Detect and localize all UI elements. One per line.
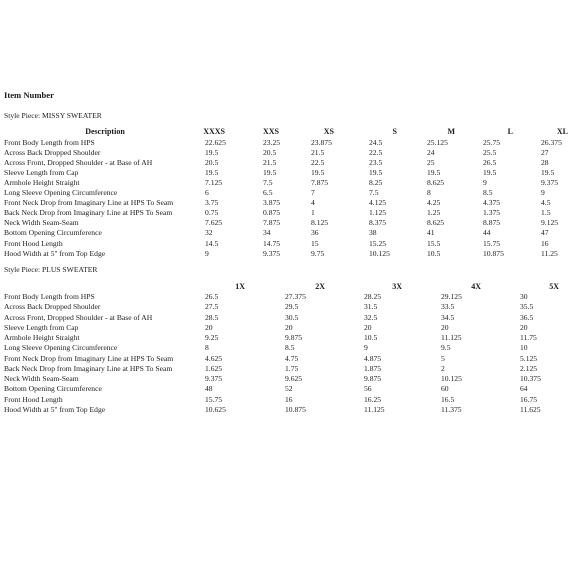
- table-cell: 7.875: [311, 178, 329, 188]
- table-cell: 36.5: [520, 312, 534, 322]
- table-cell: 8.125: [311, 218, 329, 228]
- size-header-xxxs: XXXS: [203, 127, 225, 136]
- size-header-l: L: [507, 127, 513, 136]
- size-header-s: S: [392, 127, 397, 136]
- table-cell: 10.875: [483, 248, 504, 258]
- table-cell: 11.125: [364, 404, 385, 414]
- table-cell: 16: [541, 238, 549, 248]
- table-cell: 20: [364, 322, 372, 332]
- row-label: Front Neck Drop from Imaginary Line at HPS To Seam: [4, 353, 174, 363]
- table-cell: 32.5: [364, 312, 378, 322]
- table-cell: 7: [311, 188, 315, 198]
- table-cell: 6.5: [263, 188, 273, 198]
- table-cell: 9: [483, 178, 487, 188]
- row-label: Across Front, Dropped Shoulder - at Base of AH: [4, 158, 153, 168]
- table-cell: 29.125: [441, 292, 462, 301]
- table-cell: 19.5: [205, 148, 219, 158]
- row-label: Bottom Opening Circumference: [4, 228, 102, 238]
- table-cell: 20: [441, 322, 449, 332]
- table-cell: 20: [285, 322, 293, 332]
- table-cell: 2.125: [520, 363, 538, 373]
- table-cell: 31.5: [364, 302, 378, 312]
- table-cell: 15: [311, 238, 319, 248]
- table-cell: 33.5: [441, 302, 455, 312]
- table-cell: 10.125: [369, 248, 390, 258]
- table-cell: 34: [263, 228, 271, 238]
- style-piece-label: Style Piece: MISSY SWEATER: [4, 111, 102, 120]
- table-cell: 19.5: [369, 168, 383, 178]
- table-cell: 1.875: [364, 363, 382, 373]
- table-cell: 11.375: [441, 404, 462, 414]
- table-cell: 9.25: [205, 333, 219, 342]
- size-header-m: M: [447, 127, 455, 136]
- table-cell: 8.875: [483, 218, 501, 228]
- table-cell: 8.625: [427, 218, 445, 228]
- table-cell: 27.375: [285, 292, 306, 301]
- table-cell: 23.5: [369, 158, 383, 168]
- table-cell: 23.25: [263, 138, 281, 147]
- table-cell: 19.5: [427, 168, 441, 178]
- table-cell: 28.5: [205, 312, 219, 322]
- table-cell: 1.125: [369, 208, 387, 218]
- table-cell: 25.75: [483, 138, 501, 147]
- table-cell: 3.75: [205, 198, 219, 208]
- row-label: Long Sleeve Opening Circumference: [4, 343, 118, 353]
- size-header-5x: 5X: [549, 282, 559, 291]
- row-label: Sleeve Length from Cap: [4, 322, 79, 332]
- table-cell: 29.5: [285, 302, 299, 312]
- row-label: Neck Width Seam-Seam: [4, 374, 79, 383]
- table-cell: 16.75: [520, 394, 538, 404]
- table-cell: 11.625: [520, 404, 541, 414]
- table-cell: 26.5: [483, 158, 497, 168]
- table-cell: 1: [311, 208, 315, 218]
- table-cell: 1.375: [483, 208, 501, 218]
- table-cell: 10.375: [520, 374, 541, 383]
- table-cell: 52: [285, 384, 293, 394]
- table-cell: 44: [483, 228, 491, 238]
- table-cell: 4.625: [205, 353, 223, 363]
- description-header: Description: [85, 127, 125, 136]
- table-cell: 4: [311, 198, 315, 208]
- table-cell: 22.625: [205, 138, 226, 147]
- table-cell: 20: [205, 322, 213, 332]
- table-cell: 4.875: [364, 353, 382, 363]
- row-label: Long Sleeve Opening Circumference: [4, 188, 118, 198]
- table-cell: 28: [541, 158, 549, 168]
- table-cell: 9: [541, 188, 545, 198]
- row-label: Front Hood Length: [4, 238, 63, 248]
- table-cell: 1.625: [205, 363, 223, 373]
- table-cell: 7.5: [369, 188, 379, 198]
- row-label: Back Neck Drop from Imaginary Line at HPS To Seam: [4, 363, 173, 373]
- table-cell: 22.5: [311, 158, 325, 168]
- row-label: Front Neck Drop from Imaginary Line at HPS To Seam: [4, 198, 174, 208]
- table-cell: 19.5: [311, 168, 325, 178]
- table-cell: 8: [205, 343, 209, 353]
- row-label: Front Hood Length: [4, 394, 63, 404]
- table-cell: 3.875: [263, 198, 281, 208]
- table-cell: 9.125: [541, 218, 559, 228]
- table-cell: 9.375: [263, 248, 281, 258]
- table-cell: 4.375: [483, 198, 501, 208]
- table-cell: 27.5: [205, 302, 219, 312]
- size-header-3x: 3X: [392, 282, 402, 291]
- table-cell: 7.625: [205, 218, 223, 228]
- table-cell: 27: [541, 148, 549, 158]
- row-label: Neck Width Seam-Seam: [4, 218, 79, 228]
- table-cell: 14.5: [205, 238, 219, 248]
- size-header-xl: XL: [556, 127, 568, 136]
- table-cell: 1.25: [427, 208, 441, 218]
- row-label: Sleeve Length from Cap: [4, 168, 79, 178]
- table-cell: 30.5: [285, 312, 299, 322]
- table-cell: 7.875: [263, 218, 281, 228]
- table-cell: 9: [364, 343, 368, 353]
- table-cell: 26.375: [541, 138, 562, 147]
- row-label: Back Neck Drop from Imaginary Line at HPS To Seam: [4, 208, 173, 218]
- row-label: Bottom Opening Circumference: [4, 384, 102, 394]
- row-label: Across Back Dropped Shoulder: [4, 148, 101, 158]
- table-cell: 8.5: [483, 188, 493, 198]
- item-number-label: Item Number: [4, 90, 54, 100]
- table-cell: 48: [205, 384, 213, 394]
- table-cell: 9.375: [205, 374, 223, 383]
- row-label: Armhole Height Straight: [4, 333, 80, 342]
- table-cell: 20.5: [263, 148, 277, 158]
- table-cell: 5: [441, 353, 445, 363]
- table-cell: 24.5: [369, 138, 383, 147]
- table-cell: 9.5: [441, 343, 451, 353]
- table-cell: 15.75: [483, 238, 501, 248]
- table-cell: 21.5: [311, 148, 325, 158]
- table-cell: 11.125: [441, 333, 462, 342]
- table-cell: 9.75: [311, 248, 325, 258]
- table-cell: 32: [205, 228, 213, 238]
- table-cell: 4.5: [541, 198, 551, 208]
- table-cell: 8.5: [285, 343, 295, 353]
- table-cell: 1.5: [541, 208, 551, 218]
- table-cell: 6: [205, 188, 209, 198]
- table-cell: 0.875: [263, 208, 281, 218]
- table-cell: 2: [441, 363, 445, 373]
- table-cell: 10.875: [285, 404, 306, 414]
- table-cell: 20.5: [205, 158, 219, 168]
- size-header-4x: 4X: [471, 282, 481, 291]
- row-label: Hood Width at 5" from Top Edge: [4, 404, 106, 414]
- table-cell: 19.5: [263, 168, 277, 178]
- table-cell: 15.5: [427, 238, 441, 248]
- table-cell: 14.75: [263, 238, 281, 248]
- size-header-1x: 1X: [235, 282, 245, 291]
- row-label: Across Back Dropped Shoulder: [4, 302, 101, 312]
- table-cell: 20: [520, 322, 528, 332]
- table-cell: 15.75: [205, 394, 223, 404]
- table-cell: 0.75: [205, 208, 219, 218]
- table-cell: 56: [364, 384, 372, 394]
- table-cell: 9: [205, 248, 209, 258]
- table-cell: 8.375: [369, 218, 387, 228]
- table-cell: 25.5: [483, 148, 497, 158]
- table-cell: 9.875: [364, 374, 382, 383]
- table-cell: 9.875: [285, 333, 303, 342]
- table-cell: 28.25: [364, 292, 382, 301]
- table-cell: 24: [427, 148, 435, 158]
- table-cell: 19.5: [205, 168, 219, 178]
- table-cell: 1.75: [285, 363, 299, 373]
- table-cell: 16.5: [441, 394, 455, 404]
- table-cell: 9.375: [541, 178, 559, 188]
- table-cell: 26.5: [205, 292, 219, 301]
- table-cell: 19.5: [541, 168, 555, 178]
- table-cell: 9.625: [285, 374, 303, 383]
- table-cell: 10.625: [205, 404, 226, 414]
- size-header-xxs: XXS: [262, 127, 279, 136]
- table-cell: 10.125: [441, 374, 462, 383]
- table-cell: 11.75: [520, 333, 537, 342]
- table-cell: 21.5: [263, 158, 277, 168]
- row-label: Front Body Length from HPS: [4, 138, 95, 147]
- row-label: Hood Width at 5" from Top Edge: [4, 248, 106, 258]
- row-label: Front Body Length from HPS: [4, 292, 95, 301]
- table-cell: 10.5: [364, 333, 378, 342]
- table-cell: 23.875: [311, 138, 332, 147]
- table-cell: 4.125: [369, 198, 387, 208]
- style-piece-label: Style Piece: PLUS SWEATER: [4, 265, 98, 274]
- table-cell: 41: [427, 228, 435, 238]
- table-cell: 4.75: [285, 353, 299, 363]
- table-cell: 8: [427, 188, 431, 198]
- table-cell: 22.5: [369, 148, 383, 158]
- table-cell: 15.25: [369, 238, 387, 248]
- table-cell: 16: [285, 394, 293, 404]
- table-cell: 25.125: [427, 138, 448, 147]
- table-cell: 36: [311, 228, 319, 238]
- table-cell: 4.25: [427, 198, 441, 208]
- table-cell: 19.5: [483, 168, 497, 178]
- table-cell: 16.25: [364, 394, 382, 404]
- table-cell: 35.5: [520, 302, 534, 312]
- table-cell: 7.125: [205, 178, 223, 188]
- table-cell: 5.125: [520, 353, 538, 363]
- table-cell: 10: [520, 343, 528, 353]
- table-cell: 60: [441, 384, 449, 394]
- table-cell: 64: [520, 384, 528, 394]
- size-header-xs: XS: [323, 127, 334, 136]
- table-cell: 25: [427, 158, 435, 168]
- row-label: Armhole Height Straight: [4, 178, 80, 188]
- table-cell: 38: [369, 228, 377, 238]
- table-cell: 8.25: [369, 178, 383, 188]
- table-cell: 47: [541, 228, 549, 238]
- table-cell: 30: [520, 292, 528, 301]
- table-cell: 7.5: [263, 178, 273, 188]
- table-cell: 8.625: [427, 178, 445, 188]
- table-cell: 11.25: [541, 248, 558, 258]
- table-cell: 10.5: [427, 248, 441, 258]
- table-cell: 34.5: [441, 312, 455, 322]
- size-header-2x: 2X: [315, 282, 325, 291]
- row-label: Across Front, Dropped Shoulder - at Base of AH: [4, 312, 153, 322]
